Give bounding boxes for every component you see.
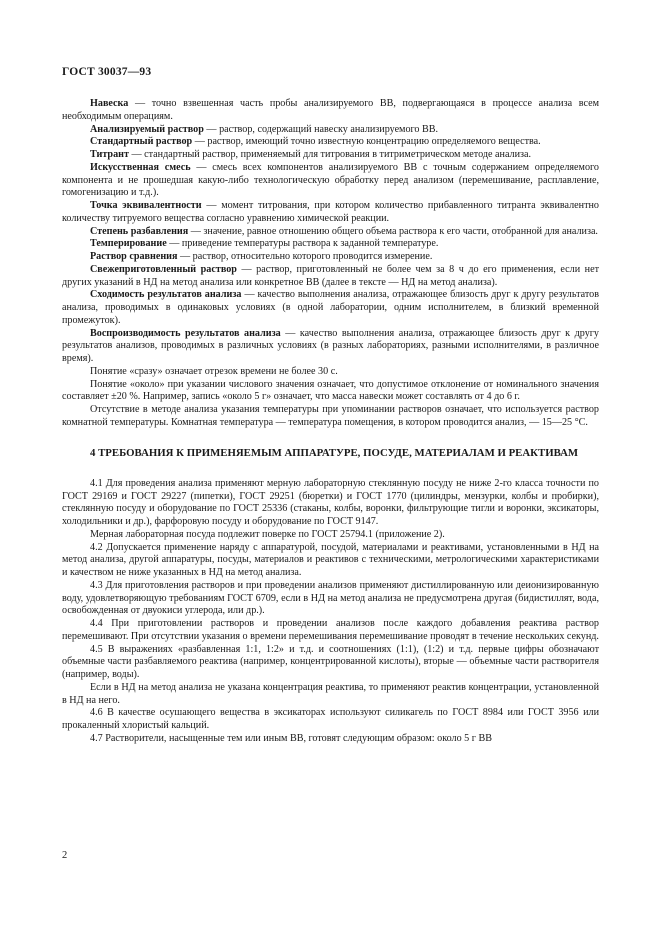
definition-term: Воспроизводимость результатов анализа	[90, 327, 281, 339]
definition-term: Искусственная смесь	[90, 161, 191, 173]
page-number: 2	[62, 850, 68, 861]
definitions-list	[62, 98, 599, 366]
definition-paragraph	[62, 124, 599, 137]
section-paragraph: Если в НД на метод анализа не указана концентрация реактива, то применяют реактив концентрации, установленной в НД на него.	[62, 681, 599, 706]
section-title: 4 ТРЕБОВАНИЯ К ПРИМЕНЯЕМЫМ АППАРАТУРЕ, ПОСУДЕ, МАТЕРИАЛАМ И РЕАКТИВАМ	[90, 446, 579, 459]
definition-paragraph	[62, 162, 599, 200]
definition-term: Раствор сравнения	[90, 251, 178, 262]
section-paragraph: Мерная лабораторная посуда подлежит поверке по ГОСТ 25794.1 (приложение 2).	[90, 528, 445, 540]
section-paragraph: 4.6 В качестве осушающего вещества в эксикаторах используют силикагель по ГОСТ 8984 или ГОСТ 3956 или прокаленный хлористый кальций.	[62, 707, 599, 732]
definition-text: — момент титрования, при котором количество прибавленного титранта эквивалентно количеству титруемого вещества согласно уравнению химической реакции.	[62, 200, 599, 224]
definition-term: Стандартный раствор	[90, 136, 193, 148]
definition-term: Титрант	[90, 149, 129, 160]
definition-paragraph	[62, 136, 599, 149]
section-paragraph: 4.2 Допускается применение наряду с аппаратурой, посудой, материалами и реактивами, установленными в НД на метод анализа, другой аппаратуры, посуды, материалов и реактивов с техническими, метрологическими характеристиками и качеством не ниже указанных в НД на метод анализа.	[62, 541, 599, 579]
definition-text: — значение, равное отношению общего объема раствора к его части, отобранной для анализа.	[188, 225, 598, 237]
section-paragraphs	[62, 478, 599, 746]
definition-text: — стандартный раствор, применяемый для титрования в титриметрическом методе анализа.	[128, 149, 532, 160]
section-paragraph: 4.4 При приготовлении растворов и проведении анализов после каждого добавления реактива раствор перемешивают. При отсутствии указания о времени перемешивания перемешивание проводят в течение нескольких секунд.	[62, 618, 599, 642]
definition-text: — качество выполнения анализа, отражающее близость друг к другу результатов анализов, проводимых в различных условиях (в разных лабораториях, разными исполнителями, в различное время).	[62, 327, 599, 364]
definition-text: — раствор, приготовленный не более чем за 8 ч до его применения, если нет других указаний в НД на метод анализа или конкретное ВВ (далее в тексте — НД на метод анализа).	[62, 263, 599, 288]
section-paragraph: 4.1 Для проведения анализа применяют мерную лабораторную стеклянную посуду не ниже 2-го класса точности по ГОСТ 29169 и ГОСТ 29227 (пипетки), ГОСТ 29251 (бюретки) и ГОСТ 1770 (цилиндры, мензурки, колбы и пробирки), стеклянную посуду и оборудование по ГОСТ 25336 (стаканы, колбы, воронки, фильтрующие тигли и воронки, эксикаторы, холодильники и др.), фарфоровую посуду и оборудование по ГОСТ 9147.	[62, 477, 599, 528]
section-paragraph: 4.5 В выражениях «разбавленная 1:1, 1:2» и т.д. и соотношениях (1:1), (1:2) и т.д. первые цифры обозначают объемные части разбавляемого реактива (например, концентрированной кислоты), вторые — объемные части растворителя (например, воды).	[62, 643, 599, 681]
definition-term: Навеска	[90, 98, 129, 109]
note-paragraph: Отсутствие в методе анализа указания температуры при упоминании растворов означает, что используется раствор комнатной температуры. Комнатная температура — температура помещения, в котором проводится анализ, — 15—25 °С.	[62, 404, 599, 428]
section-paragraph: 4.7 Растворители, насыщенные тем или иным ВВ, готовят следующим образом: около 5 г ВВ	[90, 732, 492, 744]
definition-text: — раствор, содержащий навеску анализируемого ВВ.	[203, 123, 439, 135]
definition-paragraph	[62, 251, 599, 264]
note-paragraph: Понятие «сразу» означает отрезок времени не более 30 с.	[90, 365, 338, 377]
definition-term: Точка эквивалентности	[90, 200, 202, 211]
notes-list	[62, 366, 599, 430]
definition-term: Сходимость результатов анализа	[90, 289, 242, 301]
definition-text: — качество выполнения анализа, отражающее близость друг к другу результатов анализа, проводимых в одинаковых условиях (в одной лаборатории, одним исполнителем, в близкий временной промежуток).	[62, 289, 600, 326]
definition-paragraph	[62, 149, 599, 162]
document-code: ГОСТ 30037—93	[62, 66, 152, 78]
definition-paragraph	[62, 264, 599, 290]
definition-term: Анализируемый раствор	[90, 123, 204, 135]
definition-paragraph	[62, 98, 599, 124]
definition-term: Свежеприготовленный раствор	[90, 263, 237, 275]
definition-term: Степень разбавления	[90, 225, 189, 237]
definition-paragraph	[62, 226, 599, 239]
definition-text: — смесь всех компонентов анализируемого ВВ с точным содержанием определяемого компонента и не прошедшая какую-либо технологическую обработку перед анализом (перемешивание, расплавление, гомогенизацию и т.д.).	[62, 161, 599, 199]
definition-text: — приведение температуры раствора к заданной температуре.	[166, 238, 439, 250]
document-body	[62, 98, 599, 746]
definition-text: — раствор, относительно которого проводится измерение.	[177, 251, 433, 262]
definition-paragraph	[62, 238, 599, 251]
definition-text: — точно взвешенная часть пробы анализируемого ВВ, подвергающаяся в процессе анализа всем необходимым операциям.	[62, 98, 599, 122]
definition-paragraph	[62, 328, 599, 366]
note-paragraph: Понятие «около» при указании числового значения означает, что допустимое отклонение от номинального значения составляет ±20 %. Например, запись «около 5 г» означает, что масса навески может составлять от 4 до 6 г.	[62, 378, 599, 403]
section-paragraph: 4.3 Для приготовления растворов и при проведении анализов применяют дистиллированную или деионизированную воду, удовлетворяющую требованиям ГОСТ 6709, если в НД на метод анализа не предусмотрена другая (бидистиллят, вода, освобожденная от двуокиси углерода, или др.).	[62, 579, 599, 617]
definition-paragraph	[62, 200, 599, 226]
definition-term: Темперирование	[90, 238, 167, 250]
definition-paragraph	[62, 289, 599, 327]
definition-text: — раствор, имеющий точно известную концентрацию определяемого вещества.	[192, 136, 541, 148]
